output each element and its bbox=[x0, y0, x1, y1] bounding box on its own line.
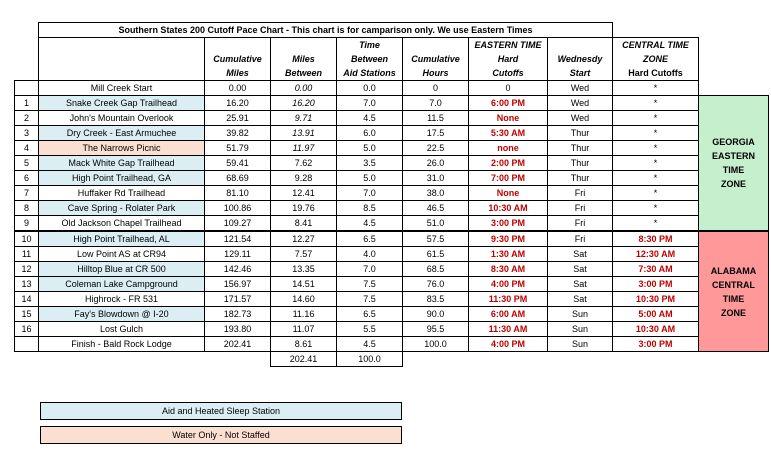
alabama-central-zone-line: TIME bbox=[722, 293, 745, 304]
cumulative-miles: 156.97 bbox=[205, 277, 271, 292]
cumulative-miles: 193.80 bbox=[205, 322, 271, 337]
eastern-cutoff: 9:30 PM bbox=[469, 231, 548, 247]
row-number: 14 bbox=[15, 292, 39, 307]
table-row bbox=[15, 111, 769, 126]
station-name: Highrock - FR 531 bbox=[39, 292, 205, 307]
central-cutoff: * bbox=[613, 171, 699, 186]
time-between: 4.5 bbox=[337, 111, 403, 126]
header-cumulative-miles-2: Cumulative bbox=[205, 52, 271, 66]
cumulative-hours: 38.0 bbox=[403, 186, 469, 201]
start-day: Sat bbox=[548, 277, 613, 292]
georgia-eastern-zone-line: EASTERN bbox=[711, 151, 755, 161]
eastern-cutoff: 4:00 PM bbox=[469, 337, 548, 352]
empty-cell bbox=[39, 352, 205, 367]
station-name: Mill Creek Start bbox=[39, 81, 205, 96]
eastern-cutoff: None bbox=[469, 111, 548, 126]
miles-between: 8.61 bbox=[271, 337, 337, 352]
row-number: 1 bbox=[15, 96, 39, 111]
central-cutoff: * bbox=[613, 126, 699, 141]
eastern-cutoff: 10:30 AM bbox=[469, 201, 548, 216]
station-name: Lost Gulch bbox=[39, 322, 205, 337]
cumulative-miles: 171.57 bbox=[205, 292, 271, 307]
cumulative-hours: 90.0 bbox=[403, 307, 469, 322]
miles-between: 13.35 bbox=[271, 262, 337, 277]
time-between: 0.0 bbox=[337, 81, 403, 96]
header-central-cutoffs-3: Hard Cutoffs bbox=[613, 66, 699, 81]
eastern-cutoff: 0 bbox=[469, 81, 548, 96]
central-cutoff: 3:00 PM bbox=[613, 337, 699, 352]
station-name: Fay's Blowdown @ I-20 bbox=[39, 307, 205, 322]
cumulative-hours: 0 bbox=[403, 81, 469, 96]
eastern-cutoff: 5:30 AM bbox=[469, 126, 548, 141]
header-time-between-1: Time bbox=[337, 38, 403, 53]
start-day: Wed bbox=[548, 96, 613, 111]
table-row bbox=[15, 186, 769, 201]
central-cutoff: * bbox=[613, 156, 699, 171]
miles-between: 19.76 bbox=[271, 201, 337, 216]
row-number: 9 bbox=[15, 216, 39, 232]
georgia-eastern-zone-line: GEORGIA bbox=[712, 137, 755, 147]
header-wednesday-start-3: Start bbox=[548, 66, 613, 81]
start-day: Sat bbox=[548, 292, 613, 307]
miles-between: 11.16 bbox=[271, 307, 337, 322]
empty-cell bbox=[15, 352, 39, 367]
eastern-cutoff: 6:00 AM bbox=[469, 307, 548, 322]
table-row bbox=[15, 96, 769, 111]
start-day: Sun bbox=[548, 337, 613, 352]
header-cumulative-hours-2: Cumulative bbox=[403, 52, 469, 66]
station-name: Cave Spring - Rolater Park bbox=[39, 201, 205, 216]
header-cumulative-hours-3: Hours bbox=[403, 66, 469, 81]
header-time-between-2: Between bbox=[337, 52, 403, 66]
cumulative-hours: 51.0 bbox=[403, 216, 469, 232]
table-row bbox=[15, 247, 769, 262]
miles-between: 16.20 bbox=[271, 96, 337, 111]
central-cutoff: 12:30 AM bbox=[613, 247, 699, 262]
alabama-central-zone-line: CENTRAL bbox=[712, 279, 755, 290]
cumulative-miles: 182.73 bbox=[205, 307, 271, 322]
miles-between: 12.41 bbox=[271, 186, 337, 201]
miles-between: 9.28 bbox=[271, 171, 337, 186]
chart-title: Southern States 200 Cutoff Pace Chart - This chart is for camparison only. We use Eastern Times bbox=[39, 23, 613, 38]
central-cutoff: 5:00 AM bbox=[613, 307, 699, 322]
start-day: Wed bbox=[548, 111, 613, 126]
station-name: Low Point AS at CR94 bbox=[39, 247, 205, 262]
header-wednesday-start-2: Wednesdy bbox=[548, 52, 613, 66]
row-number: 11 bbox=[15, 247, 39, 262]
cumulative-miles: 81.10 bbox=[205, 186, 271, 201]
miles-between: 8.41 bbox=[271, 216, 337, 232]
eastern-cutoff: 1:30 AM bbox=[469, 247, 548, 262]
row-number: 8 bbox=[15, 201, 39, 216]
row-number: 12 bbox=[15, 262, 39, 277]
eastern-cutoff: 2:00 PM bbox=[469, 156, 548, 171]
start-day: Thur bbox=[548, 141, 613, 156]
table-row bbox=[15, 307, 769, 322]
table-row bbox=[15, 262, 769, 277]
header-wednesday-start-1 bbox=[548, 38, 613, 53]
time-between: 5.0 bbox=[337, 141, 403, 156]
cumulative-hours: 68.5 bbox=[403, 262, 469, 277]
station-name: Dry Creek - East Armuchee bbox=[39, 126, 205, 141]
header-cumulative-miles-1 bbox=[205, 38, 271, 53]
miles-between: 7.62 bbox=[271, 156, 337, 171]
cumulative-hours: 7.0 bbox=[403, 96, 469, 111]
start-day: Wed bbox=[548, 81, 613, 96]
station-name: John's Mountain Overlook bbox=[39, 111, 205, 126]
time-between: 7.0 bbox=[337, 96, 403, 111]
cumulative-hours: 26.0 bbox=[403, 156, 469, 171]
empty-cell bbox=[699, 352, 769, 367]
header-row-3 bbox=[15, 66, 769, 81]
cumulative-hours: 100.0 bbox=[403, 337, 469, 352]
row-number: 3 bbox=[15, 126, 39, 141]
central-cutoff: * bbox=[613, 96, 699, 111]
start-day: Thur bbox=[548, 126, 613, 141]
miles-between: 7.57 bbox=[271, 247, 337, 262]
eastern-cutoff: 4:00 PM bbox=[469, 277, 548, 292]
cumulative-hours: 46.5 bbox=[403, 201, 469, 216]
legend-water-only: Water Only - Not Staffed bbox=[40, 426, 402, 444]
start-day: Fri bbox=[548, 231, 613, 247]
eastern-cutoff: 7:00 PM bbox=[469, 171, 548, 186]
time-between: 7.0 bbox=[337, 186, 403, 201]
row-number bbox=[15, 337, 39, 352]
cumulative-hours: 31.0 bbox=[403, 171, 469, 186]
time-between: 6.5 bbox=[337, 231, 403, 247]
cumulative-miles: 16.20 bbox=[205, 96, 271, 111]
alabama-central-zone bbox=[699, 231, 769, 352]
empty-cell bbox=[403, 352, 469, 367]
cumulative-hours: 22.5 bbox=[403, 141, 469, 156]
central-cutoff: 7:30 AM bbox=[613, 262, 699, 277]
central-cutoff: 8:30 PM bbox=[613, 231, 699, 247]
cumulative-miles: 121.54 bbox=[205, 231, 271, 247]
header-central-cutoffs-2: ZONE bbox=[613, 52, 699, 66]
row-number: 13 bbox=[15, 277, 39, 292]
header-row-2 bbox=[15, 52, 769, 66]
table-row bbox=[15, 292, 769, 307]
row-number: 5 bbox=[15, 156, 39, 171]
eastern-cutoff: 6:00 PM bbox=[469, 96, 548, 111]
cumulative-miles: 202.41 bbox=[205, 337, 271, 352]
central-cutoff: * bbox=[613, 111, 699, 126]
start-day: Sun bbox=[548, 322, 613, 337]
georgia-eastern-zone bbox=[699, 96, 769, 232]
cumulative-miles: 100.86 bbox=[205, 201, 271, 216]
totals-row bbox=[15, 352, 769, 367]
central-cutoff: * bbox=[613, 186, 699, 201]
station-name: The Narrows Picnic bbox=[39, 141, 205, 156]
central-cutoff: 3:00 PM bbox=[613, 277, 699, 292]
time-between: 6.5 bbox=[337, 307, 403, 322]
header-miles-between-2: Miles bbox=[271, 52, 337, 66]
row-number: 16 bbox=[15, 322, 39, 337]
empty-cell bbox=[613, 352, 699, 367]
time-between: 7.0 bbox=[337, 262, 403, 277]
start-day: Fri bbox=[548, 216, 613, 232]
total-hours: 100.0 bbox=[337, 352, 403, 367]
header-cumulative-hours-1 bbox=[403, 38, 469, 53]
time-between: 4.5 bbox=[337, 337, 403, 352]
eastern-cutoff: 3:00 PM bbox=[469, 216, 548, 232]
row-number: 10 bbox=[15, 231, 39, 247]
pace-chart-table bbox=[14, 22, 769, 367]
time-between: 5.5 bbox=[337, 322, 403, 337]
station-name: Snake Creek Gap Trailhead bbox=[39, 96, 205, 111]
station-name: High Point Trailhead, AL bbox=[39, 231, 205, 247]
start-day: Sat bbox=[548, 247, 613, 262]
row-number bbox=[15, 81, 39, 96]
empty-cell bbox=[469, 352, 548, 367]
alabama-central-zone-line: ZONE bbox=[720, 307, 746, 318]
cumulative-hours: 83.5 bbox=[403, 292, 469, 307]
cumulative-miles: 51.79 bbox=[205, 141, 271, 156]
table-row bbox=[15, 141, 769, 156]
central-cutoff: * bbox=[613, 201, 699, 216]
cumulative-hours: 76.0 bbox=[403, 277, 469, 292]
cumulative-miles: 68.69 bbox=[205, 171, 271, 186]
cumulative-hours: 11.5 bbox=[403, 111, 469, 126]
cumulative-miles: 129.11 bbox=[205, 247, 271, 262]
eastern-cutoff: none bbox=[469, 141, 548, 156]
station-name: Huffaker Rd Trailhead bbox=[39, 186, 205, 201]
cumulative-miles: 142.46 bbox=[205, 262, 271, 277]
time-between: 6.0 bbox=[337, 126, 403, 141]
empty-cell bbox=[699, 81, 769, 96]
miles-between: 13.91 bbox=[271, 126, 337, 141]
table-row bbox=[15, 201, 769, 216]
station-name: High Point Trailhead, GA bbox=[39, 171, 205, 186]
start-day: Thur bbox=[548, 156, 613, 171]
eastern-cutoff: 11:30 AM bbox=[469, 322, 548, 337]
station-name: Coleman Lake Campground bbox=[39, 277, 205, 292]
miles-between: 9.71 bbox=[271, 111, 337, 126]
row-number: 7 bbox=[15, 186, 39, 201]
legend-aid-station: Aid and Heated Sleep Station bbox=[40, 402, 402, 420]
table-row bbox=[15, 126, 769, 141]
central-cutoff: * bbox=[613, 216, 699, 232]
start-day: Thur bbox=[548, 171, 613, 186]
title-row bbox=[15, 23, 769, 38]
time-between: 3.5 bbox=[337, 156, 403, 171]
central-cutoff: 10:30 AM bbox=[613, 322, 699, 337]
miles-between: 11.07 bbox=[271, 322, 337, 337]
time-between: 8.5 bbox=[337, 201, 403, 216]
time-between: 4.0 bbox=[337, 247, 403, 262]
total-miles: 202.41 bbox=[271, 352, 337, 367]
miles-between: 14.51 bbox=[271, 277, 337, 292]
miles-between: 12.27 bbox=[271, 231, 337, 247]
time-between: 5.0 bbox=[337, 171, 403, 186]
row-number: 4 bbox=[15, 141, 39, 156]
table-row bbox=[15, 337, 769, 352]
header-eastern-cutoffs-3: Cutoffs bbox=[469, 66, 548, 81]
eastern-cutoff: None bbox=[469, 186, 548, 201]
header-eastern-cutoffs-2: Hard bbox=[469, 52, 548, 66]
central-cutoff: * bbox=[613, 81, 699, 96]
station-name: Hilltop Blue at CR 500 bbox=[39, 262, 205, 277]
central-cutoff: 10:30 PM bbox=[613, 292, 699, 307]
header-central-cutoffs-1: CENTRAL TIME bbox=[613, 38, 699, 53]
cumulative-hours: 57.5 bbox=[403, 231, 469, 247]
time-between: 7.5 bbox=[337, 292, 403, 307]
georgia-eastern-zone-line: ZONE bbox=[720, 179, 746, 189]
miles-between: 14.60 bbox=[271, 292, 337, 307]
central-cutoff: * bbox=[613, 141, 699, 156]
cumulative-hours: 95.5 bbox=[403, 322, 469, 337]
miles-between: 11.97 bbox=[271, 141, 337, 156]
eastern-cutoff: 8:30 AM bbox=[469, 262, 548, 277]
empty-cell bbox=[548, 352, 613, 367]
table-row bbox=[15, 231, 769, 247]
header-cumulative-miles-3: Miles bbox=[205, 66, 271, 81]
start-day: Sun bbox=[548, 307, 613, 322]
cumulative-miles: 109.27 bbox=[205, 216, 271, 232]
georgia-eastern-zone-line: TIME bbox=[722, 165, 745, 175]
empty-cell bbox=[205, 352, 271, 367]
table-row bbox=[15, 277, 769, 292]
time-between: 4.5 bbox=[337, 216, 403, 232]
station-name: Old Jackson Chapel Trailhead bbox=[39, 216, 205, 232]
header-miles-between-3: Between bbox=[271, 66, 337, 81]
table-row bbox=[15, 216, 769, 232]
cumulative-hours: 61.5 bbox=[403, 247, 469, 262]
table-row bbox=[15, 156, 769, 171]
station-name: Mack White Gap Trailhead bbox=[39, 156, 205, 171]
header-row-1 bbox=[15, 38, 769, 53]
miles-between: 0.00 bbox=[271, 81, 337, 96]
cumulative-miles: 0.00 bbox=[205, 81, 271, 96]
row-number: 2 bbox=[15, 111, 39, 126]
start-day: Fri bbox=[548, 186, 613, 201]
header-eastern-cutoffs-1: EASTERN TIME bbox=[469, 38, 548, 53]
time-between: 7.5 bbox=[337, 277, 403, 292]
cumulative-miles: 25.91 bbox=[205, 111, 271, 126]
cumulative-miles: 59.41 bbox=[205, 156, 271, 171]
table-row bbox=[15, 322, 769, 337]
row-number: 6 bbox=[15, 171, 39, 186]
station-name: Finish - Bald Rock Lodge bbox=[39, 337, 205, 352]
table-row bbox=[15, 81, 769, 96]
row-number: 15 bbox=[15, 307, 39, 322]
cumulative-hours: 17.5 bbox=[403, 126, 469, 141]
header-time-between-3: Aid Stations bbox=[337, 66, 403, 81]
header-miles-between-1 bbox=[271, 38, 337, 53]
cumulative-miles: 39.82 bbox=[205, 126, 271, 141]
alabama-central-zone-line: ALABAMA bbox=[710, 265, 757, 276]
start-day: Sat bbox=[548, 262, 613, 277]
table-row bbox=[15, 171, 769, 186]
eastern-cutoff: 11:30 PM bbox=[469, 292, 548, 307]
start-day: Fri bbox=[548, 201, 613, 216]
